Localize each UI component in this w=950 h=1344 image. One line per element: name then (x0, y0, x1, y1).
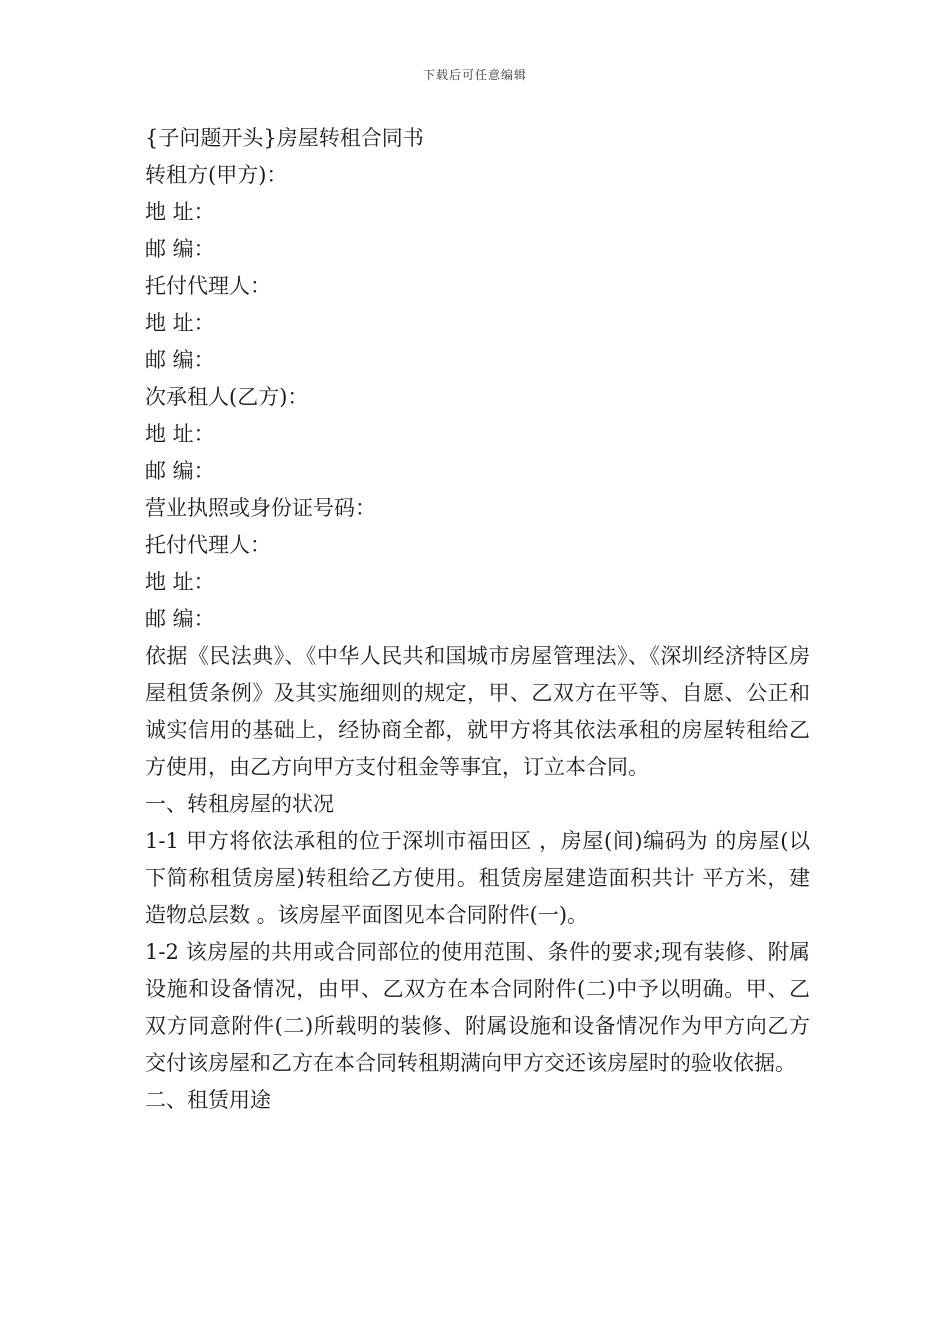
sublessee-agent-label: 托付代理人： (145, 533, 271, 557)
lessor-agent-label: 托付代理人： (145, 274, 271, 298)
lessor-postcode-label: 邮 编： (145, 237, 215, 261)
sublessee-agent-address-label: 地 址： (145, 570, 215, 594)
lessor-agent-postcode-label: 邮 编： (145, 348, 215, 372)
license-id-label: 营业执照或身份证号码： (145, 496, 376, 520)
section-2-heading: 二、租赁用途 (145, 1088, 271, 1112)
sublessee-label: 次承租人(乙方)： (145, 385, 309, 409)
sublessee-agent-postcode-label: 邮 编： (145, 607, 215, 631)
section-1-heading: 一、转租房屋的状况 (145, 792, 334, 816)
sublessee-address-label: 地 址： (145, 422, 215, 446)
clause-1-1: 1-1 甲方将依法承租的位于深圳市福田区 ，房屋(间)编码为 的房屋(以下简称租赁房屋)转租给乙方使用。租赁房屋建造面积共计 平方米，建造物总层数 。该房屋平面图见本合同附件(一)。 (145, 829, 810, 927)
lessor-label: 转租方(甲方)： (145, 163, 288, 187)
clause-1-2: 1-2 该房屋的共用或合同部位的使用范围、条件的要求;现有装修、附属设施和设备情况，由甲、乙双方在本合同附件(二)中予以明确。甲、乙双方同意附件(二)所载明的装修、附属设施和设备情况作为甲方向乙方交付该房屋和乙方在本合同转租期满向甲方交还该房屋时的验收依据。 (145, 940, 810, 1075)
sublessee-postcode-label: 邮 编： (145, 459, 215, 483)
intro-paragraph: 依据《民法典》、《中华人民共和国城市房屋管理法》、《深圳经济特区房屋租赁条例》及其实施细则的规定，甲、乙双方在平等、自愿、公正和诚实信用的基础上，经协商全都，就甲方将其依法承租的房屋转租给乙方使用，由乙方向甲方支付租金等事宜，订立本合同。 (145, 644, 810, 779)
lessor-address-label: 地 址： (145, 200, 215, 224)
page-header: 下载后可任意编辑 (422, 68, 527, 82)
lessor-agent-address-label: 地 址： (145, 311, 215, 335)
document-body (145, 120, 810, 1119)
document-title: {子问题开头}房屋转租合同书 (145, 126, 424, 150)
